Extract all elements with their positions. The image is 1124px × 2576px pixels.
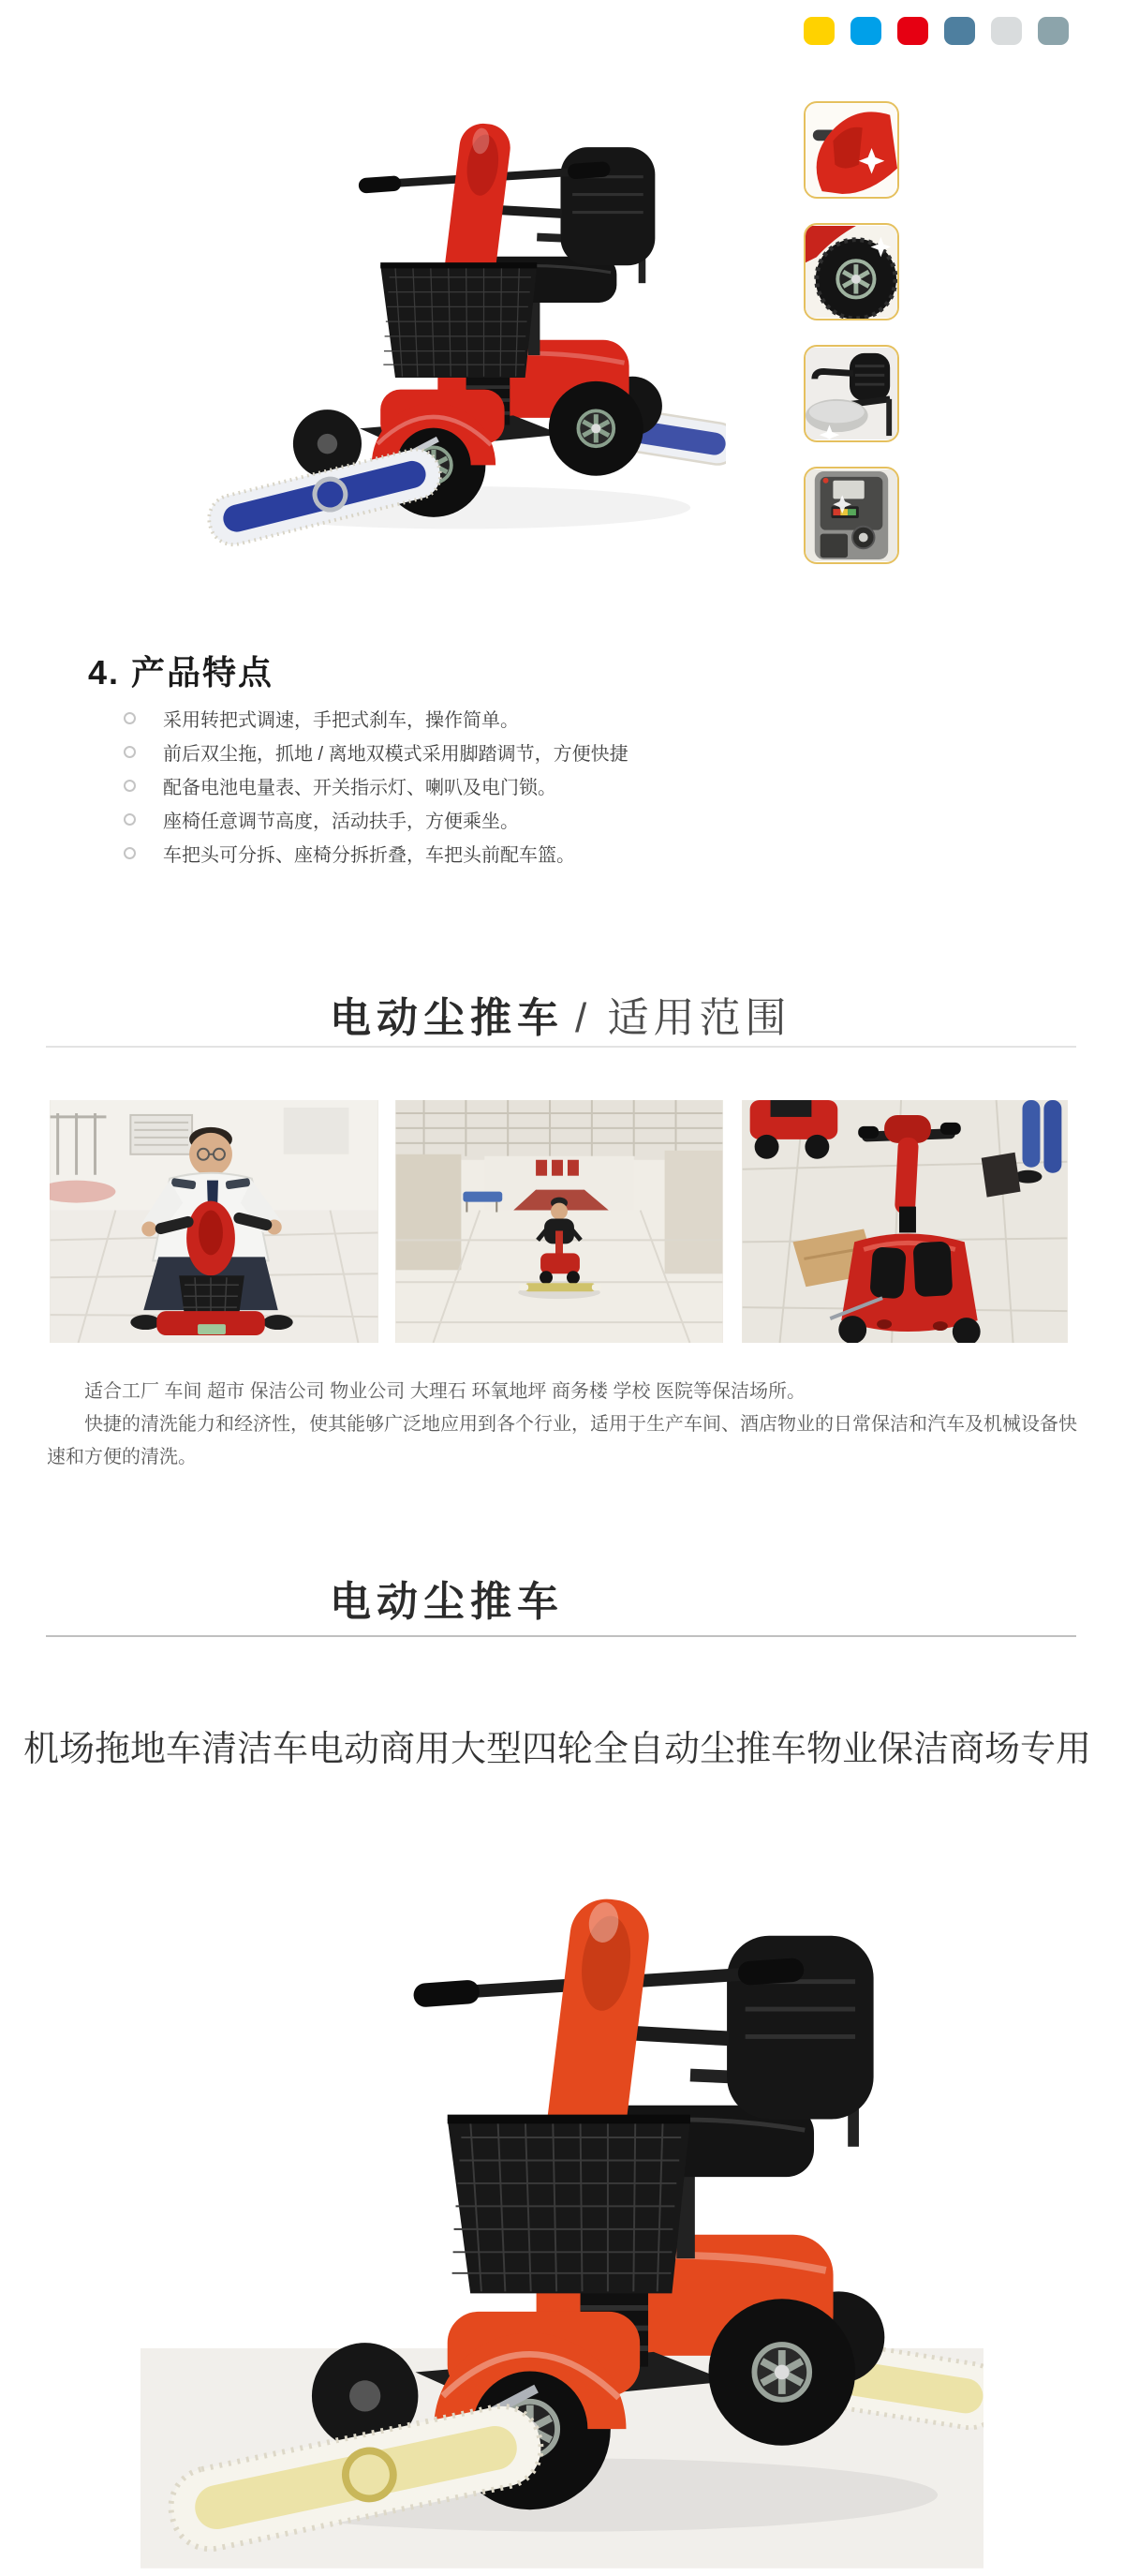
usage-description: [47, 1376, 1082, 1474]
swatch-steel-blue: [944, 17, 975, 45]
usage-photo-closeup: [742, 1100, 1068, 1343]
photo-woman-riding-cart: [395, 1100, 723, 1343]
swatch-yellow: [804, 17, 835, 45]
circle-bullet-icon: [124, 712, 136, 724]
swatch-light-gray: [991, 17, 1022, 45]
bottom-product-photo: [140, 1827, 984, 2576]
thumbnail-control-panel-detail[interactable]: [804, 467, 899, 564]
swatch-red: [897, 17, 928, 45]
color-swatch-row: [804, 17, 1069, 45]
thumbnail-wheel-detail[interactable]: [804, 223, 899, 320]
section-divider: [46, 1046, 1076, 1048]
section-title-bold: 电动尘推车: [330, 1579, 564, 1625]
photo-cart-closeup: [742, 1100, 1068, 1343]
feature-item: [124, 836, 629, 870]
red-cart-illustration: [183, 80, 726, 558]
feature-text: 车把头可分拆、座椅分拆折叠，车把头前配车篮。: [163, 844, 575, 866]
section-title-bold: 电动尘推车: [330, 995, 564, 1041]
swatch-blue: [850, 17, 881, 45]
usage-paragraph: 快捷的清洗能力和经济性，使其能够广泛地应用到各个行业，适用于生产车间、酒店物业的日常保洁和汽车及机械设备快速和方便的清洗。: [47, 1414, 1077, 1467]
section-title-product: [330, 1568, 564, 1628]
circle-bullet-icon: [124, 746, 136, 758]
section-title-scope: [330, 984, 791, 1044]
control-panel-icon: [806, 469, 897, 562]
feature-item: [124, 701, 629, 735]
feature-text: 采用转把式调速，手把式刹车，操作简单。: [163, 709, 519, 731]
section-divider: [46, 1635, 1076, 1637]
feature-text: 前后双尘拖，抓地 / 离地双模式采用脚踏调节，方便快捷: [163, 743, 629, 765]
usage-photo-station-hall: [50, 1100, 378, 1343]
feature-item: [124, 768, 629, 802]
main-product-photo[interactable]: [183, 80, 726, 558]
wheel-icon: [806, 225, 897, 319]
circle-bullet-icon: [124, 813, 136, 826]
orange-cart-illustration: [140, 1827, 984, 2576]
photo-attendant-riding-cart: [50, 1100, 378, 1343]
seat-icon: [806, 347, 897, 440]
feature-text: 配备电池电量表、开关指示灯、喇叭及电门锁。: [163, 777, 556, 798]
section-title-light: / 适用范围: [575, 995, 791, 1041]
feature-text: 座椅任意调节高度，活动扶手，方便乘坐。: [163, 811, 519, 832]
usage-photo-corridor: [395, 1100, 723, 1343]
usage-paragraph: 适合工厂 车间 超市 保洁公司 物业公司 大理石 环氧地坪 商务楼 学校 医院等保洁场所。: [84, 1381, 806, 1402]
circle-bullet-icon: [124, 780, 136, 792]
features-heading: 4. 产品特点: [88, 653, 274, 692]
swatch-gray-blue: [1038, 17, 1069, 45]
circle-bullet-icon: [124, 847, 136, 859]
feature-list: [124, 701, 629, 870]
gallery-thumbnails: [804, 101, 899, 564]
thumbnail-seat-detail[interactable]: [804, 345, 899, 442]
feature-item: [124, 735, 629, 768]
feature-item: [124, 802, 629, 836]
thumbnail-fender-detail[interactable]: [804, 101, 899, 199]
product-headline: 机场拖地车清洁车电动商用大型四轮全自动尘推车物业保洁商场专用: [23, 1730, 1092, 1769]
fender-icon: [806, 103, 897, 197]
